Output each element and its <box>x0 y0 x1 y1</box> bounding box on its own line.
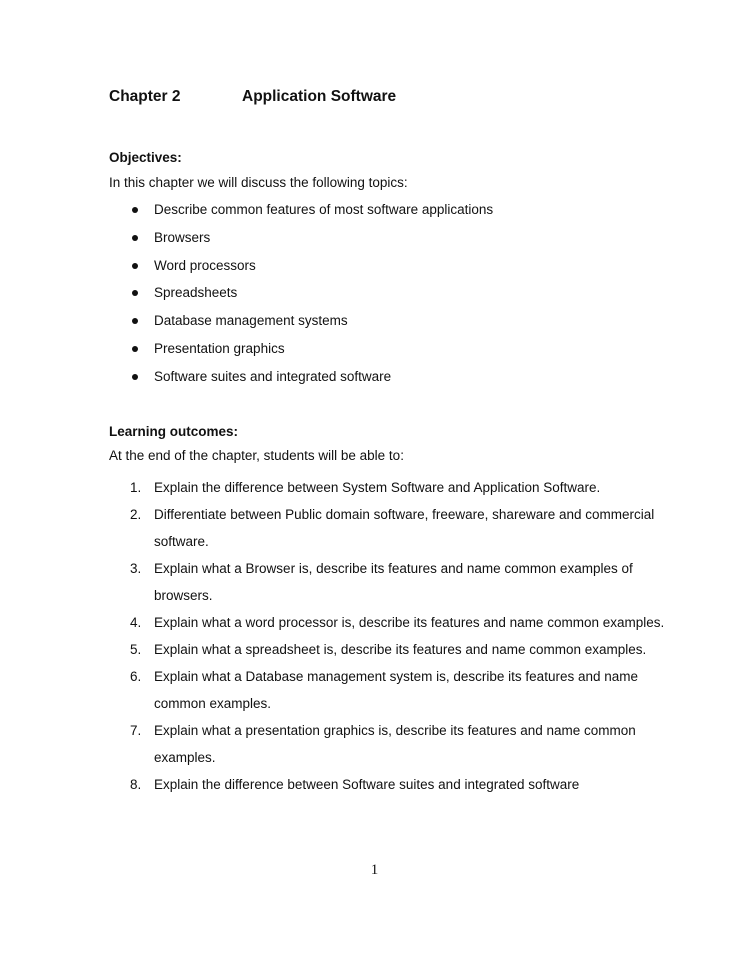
item-text: Explain what a presentation graphics is, describe its features and name common examples. <box>154 723 636 765</box>
item-number: 6. <box>130 669 142 684</box>
list-item: Spreadsheets <box>109 284 493 312</box>
bullet-icon <box>132 207 138 213</box>
item-text: Explain what a spreadsheet is, describe its features and name common examples. <box>154 642 647 657</box>
objectives-intro: In this chapter we will discuss the following topics: <box>109 175 408 190</box>
list-item <box>109 501 669 555</box>
page-number: 1 <box>370 862 379 878</box>
item-text: Explain what a word processor is, describe its features and name common examples. <box>154 615 665 630</box>
list-item: Software suites and integrated software <box>109 368 493 396</box>
list-item <box>109 555 669 609</box>
bullet-icon <box>132 290 138 296</box>
list-item: Browsers <box>109 229 493 257</box>
outcomes-heading: Learning outcomes: <box>109 424 239 439</box>
bullet-icon <box>132 374 138 380</box>
list-item: Word processors <box>109 257 493 285</box>
bullet-icon <box>132 346 138 352</box>
item-text: Explain what a Browser is, describe its features and name common examples of browsers. <box>154 561 633 603</box>
list-item <box>109 609 669 636</box>
item-number: 3. <box>130 561 142 576</box>
item-text: Explain the difference between Software suites and integrated software <box>154 777 580 792</box>
list-item <box>109 636 669 663</box>
objectives-heading: Objectives: <box>109 150 182 165</box>
item-number: 2. <box>130 507 142 522</box>
bullet-icon <box>132 318 138 324</box>
item-text: Explain what a Database management system is, describe its features and name common examples. <box>154 669 639 711</box>
objectives-list <box>109 201 493 396</box>
outcomes-intro: At the end of the chapter, students will be able to: <box>109 448 404 463</box>
list-item <box>109 717 669 771</box>
list-item: Presentation graphics <box>109 340 493 368</box>
item-number: 4. <box>130 615 142 630</box>
item-number: 8. <box>130 777 142 792</box>
list-item <box>109 474 669 501</box>
item-text: Differentiate between Public domain software, freeware, shareware and commercial software. <box>154 507 655 549</box>
list-item <box>109 663 669 717</box>
outcomes-list <box>109 474 669 798</box>
list-item <box>109 771 669 798</box>
item-number: 7. <box>130 723 142 738</box>
list-item: Describe common features of most software applications <box>109 201 493 229</box>
item-text: Explain the difference between System Software and Application Software. <box>154 480 601 495</box>
bullet-icon <box>132 235 138 241</box>
item-number: 1. <box>130 480 142 495</box>
chapter-label: Chapter 2 <box>109 88 181 105</box>
bullet-icon <box>132 263 138 269</box>
chapter-title: Application Software <box>242 88 397 105</box>
list-item: Database management systems <box>109 312 493 340</box>
item-number: 5. <box>130 642 142 657</box>
